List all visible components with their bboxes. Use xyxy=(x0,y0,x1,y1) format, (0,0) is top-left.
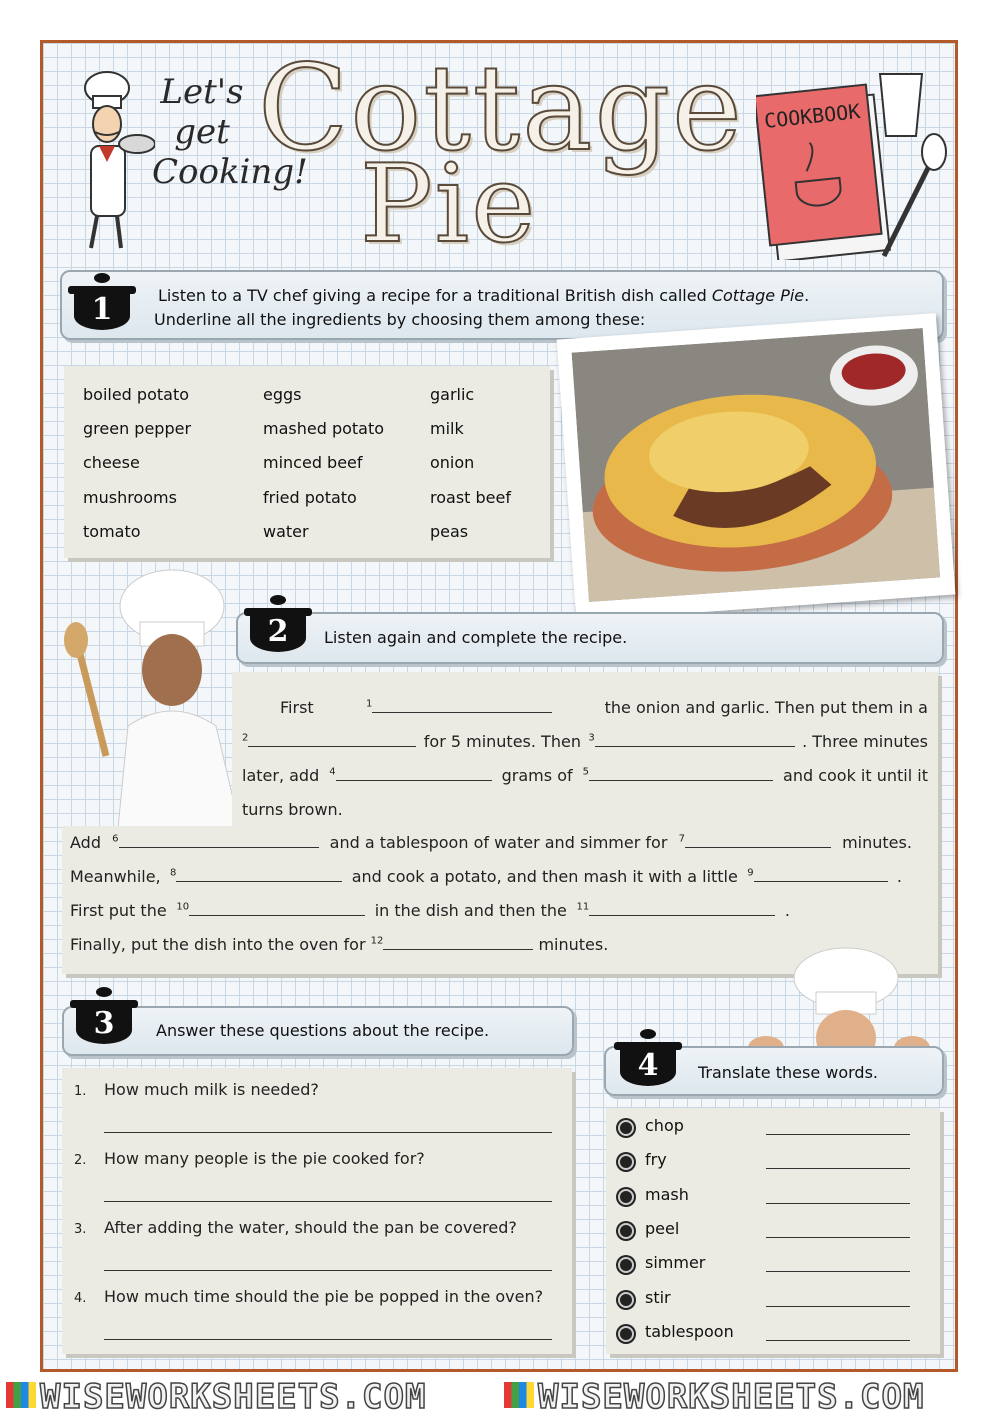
ingredient[interactable]: eggs xyxy=(263,385,302,404)
recipe-text: . Three minutes xyxy=(802,732,928,751)
section-4-instruction: Translate these words. xyxy=(698,1063,879,1082)
question-text: After adding the water, should the pan be covered? xyxy=(104,1218,517,1237)
translation-line[interactable] xyxy=(766,1340,910,1341)
recipe-line-3 xyxy=(242,766,928,785)
translation-line[interactable] xyxy=(766,1271,910,1272)
section-3-instruction: Answer these questions about the recipe. xyxy=(156,1021,490,1040)
blank-number: 5 xyxy=(582,766,589,778)
tagline-line-2: get xyxy=(174,112,230,152)
bullet-icon xyxy=(618,1223,634,1239)
section-1-dish-name: Cottage Pie xyxy=(711,286,805,305)
recipe-blank-8[interactable] xyxy=(170,867,342,886)
chef-cartoon xyxy=(55,58,155,258)
question-number: 2. xyxy=(74,1153,87,1168)
recipe-text: . xyxy=(896,867,902,886)
ingredient[interactable]: roast beef xyxy=(430,488,511,507)
question-3 xyxy=(74,1218,517,1237)
translation-line[interactable] xyxy=(766,1306,910,1307)
recipe-text: Finally, put the dish into the oven for xyxy=(70,935,366,954)
section-1-instruction-line-1 xyxy=(158,286,809,305)
ingredient[interactable]: tomato xyxy=(83,522,141,541)
blank-number: 3 xyxy=(588,732,595,744)
recipe-blank-6[interactable] xyxy=(112,833,318,852)
recipe-text: minutes. xyxy=(842,833,912,852)
recipe-line-6 xyxy=(70,867,902,886)
recipe-text: First put the xyxy=(70,901,167,920)
question-number: 1. xyxy=(74,1084,87,1099)
ingredient[interactable]: boiled potato xyxy=(83,385,190,404)
recipe-text: later, add xyxy=(242,766,320,785)
recipe-text: in the dish and then the xyxy=(374,901,567,920)
recipe-line-5 xyxy=(70,833,912,852)
cookbook-label: COOKBOOK xyxy=(763,99,862,133)
recipe-blank-7[interactable] xyxy=(679,833,831,852)
tagline xyxy=(152,72,308,192)
blank-number: 10 xyxy=(176,901,190,913)
blank-number: 9 xyxy=(747,867,754,879)
bullet-icon xyxy=(618,1292,634,1308)
blank-number: 11 xyxy=(576,901,590,913)
translation-line[interactable] xyxy=(766,1134,910,1135)
cottage-pie-image xyxy=(572,328,941,602)
bullet-icon xyxy=(618,1120,634,1136)
question-text: How much milk is needed? xyxy=(104,1080,319,1099)
blank-number: 6 xyxy=(112,833,119,845)
question-text: How many people is the pie cooked for? xyxy=(104,1149,425,1168)
section-1-instruction-line-2: Underline all the ingredients by choosing them among these: xyxy=(154,310,646,329)
female-chef-photo xyxy=(58,566,242,828)
section-4-number: 4 xyxy=(637,1048,659,1083)
recipe-line-8 xyxy=(70,935,608,954)
section-2-number: 2 xyxy=(267,614,289,649)
ingredient[interactable]: peas xyxy=(430,522,469,541)
answer-line-4[interactable] xyxy=(104,1339,552,1340)
ingredient[interactable]: mashed potato xyxy=(263,419,385,438)
ingredient[interactable]: onion xyxy=(430,453,475,472)
ingredient[interactable]: milk xyxy=(430,419,464,438)
question-number: 3. xyxy=(74,1222,87,1237)
question-4 xyxy=(74,1287,543,1306)
tagline-line-3: Cooking! xyxy=(152,152,308,192)
recipe-text: and cook it until it xyxy=(783,766,928,785)
recipe-text: . xyxy=(784,901,790,920)
ingredient[interactable]: fried potato xyxy=(263,488,357,507)
question-text: How much time should the pie be popped in the oven? xyxy=(104,1287,544,1306)
recipe-blank-3[interactable] xyxy=(588,732,794,751)
blank-number: 4 xyxy=(329,766,336,778)
blank-number: 8 xyxy=(169,867,177,879)
recipe-blank-1[interactable] xyxy=(366,698,552,717)
section-2-instruction: Listen again and complete the recipe. xyxy=(324,628,628,647)
ingredient[interactable]: water xyxy=(263,522,309,541)
recipe-text: turns brown. xyxy=(242,800,343,819)
logo-icon xyxy=(504,1382,534,1408)
logo-icon xyxy=(6,1382,36,1408)
bullet-icon xyxy=(618,1154,634,1170)
recipe-text: grams of xyxy=(501,766,573,785)
blank-number: 12 xyxy=(370,935,384,947)
recipe-text: Add xyxy=(70,833,101,852)
recipe-text: and a tablespoon of water and simmer for xyxy=(329,833,668,852)
answer-line-1[interactable] xyxy=(104,1132,552,1133)
recipe-blank-11[interactable] xyxy=(576,901,775,920)
ingredient[interactable]: garlic xyxy=(430,385,475,404)
questions-box xyxy=(62,1068,572,1354)
recipe-blank-9[interactable] xyxy=(747,867,887,886)
cottage-pie-photo xyxy=(557,313,956,621)
translate-word: simmer xyxy=(645,1253,706,1272)
translate-word: tablespoon xyxy=(645,1322,734,1341)
bullet-icon xyxy=(618,1326,634,1342)
recipe-line-7 xyxy=(70,901,790,920)
page-title: Cottage xyxy=(258,39,744,177)
bullet-icon xyxy=(618,1189,634,1205)
recipe-text: First xyxy=(280,698,314,717)
recipe-line-4 xyxy=(242,800,343,819)
translation-line[interactable] xyxy=(766,1203,910,1204)
answer-line-3[interactable] xyxy=(104,1270,552,1271)
tagline-line-1: Let's xyxy=(160,72,244,112)
translate-word: stir xyxy=(645,1288,671,1307)
recipe-line-2 xyxy=(242,732,928,751)
translation-line[interactable] xyxy=(766,1237,910,1238)
translation-line[interactable] xyxy=(766,1168,910,1169)
page-subtitle: Pie xyxy=(360,142,538,267)
recipe-line-1 xyxy=(242,698,928,717)
blank-number: 7 xyxy=(678,833,685,845)
section-1-number: 1 xyxy=(91,292,113,327)
translate-word: fry xyxy=(645,1150,667,1169)
recipe-blank-5[interactable] xyxy=(583,766,773,785)
recipe-blank-12[interactable] xyxy=(371,935,534,954)
section-1-text-a: Listen to a TV chef giving a recipe for a traditional British dish called xyxy=(158,286,712,305)
ingredient[interactable]: cheese xyxy=(83,453,140,472)
translate-word: peel xyxy=(645,1219,680,1238)
translate-word: chop xyxy=(645,1116,684,1135)
blank-number: 2 xyxy=(242,732,249,744)
question-2 xyxy=(74,1149,425,1168)
bullet-icon xyxy=(618,1257,634,1273)
cookbook-illustration xyxy=(756,60,956,260)
question-number: 4. xyxy=(74,1291,87,1306)
section-3-number: 3 xyxy=(93,1006,115,1041)
answer-line-2[interactable] xyxy=(104,1201,552,1202)
recipe-blank-10[interactable] xyxy=(176,901,365,920)
ingredient[interactable]: mushrooms xyxy=(83,488,177,507)
recipe-text: Meanwhile, xyxy=(70,867,161,886)
recipe-blank-2[interactable] xyxy=(242,732,416,751)
translate-word: mash xyxy=(645,1185,689,1204)
recipe-text: minutes. xyxy=(538,935,609,954)
section-1-text-b: . xyxy=(804,286,810,305)
ingredient[interactable]: green pepper xyxy=(83,419,192,438)
recipe-text: the onion and garlic. Then put them in a xyxy=(604,698,928,717)
blank-number: 1 xyxy=(365,698,373,710)
recipe-text: for 5 minutes. Then xyxy=(423,732,581,751)
question-1 xyxy=(74,1080,319,1099)
ingredient[interactable]: minced beef xyxy=(263,453,363,472)
recipe-blank-4[interactable] xyxy=(329,766,491,785)
recipe-text: and cook a potato, and then mash it with a little xyxy=(351,867,738,886)
footer-logo: WISEWORKSHEETS.COM xyxy=(40,1377,427,1417)
footer-logo: WISEWORKSHEETS.COM xyxy=(538,1377,925,1417)
